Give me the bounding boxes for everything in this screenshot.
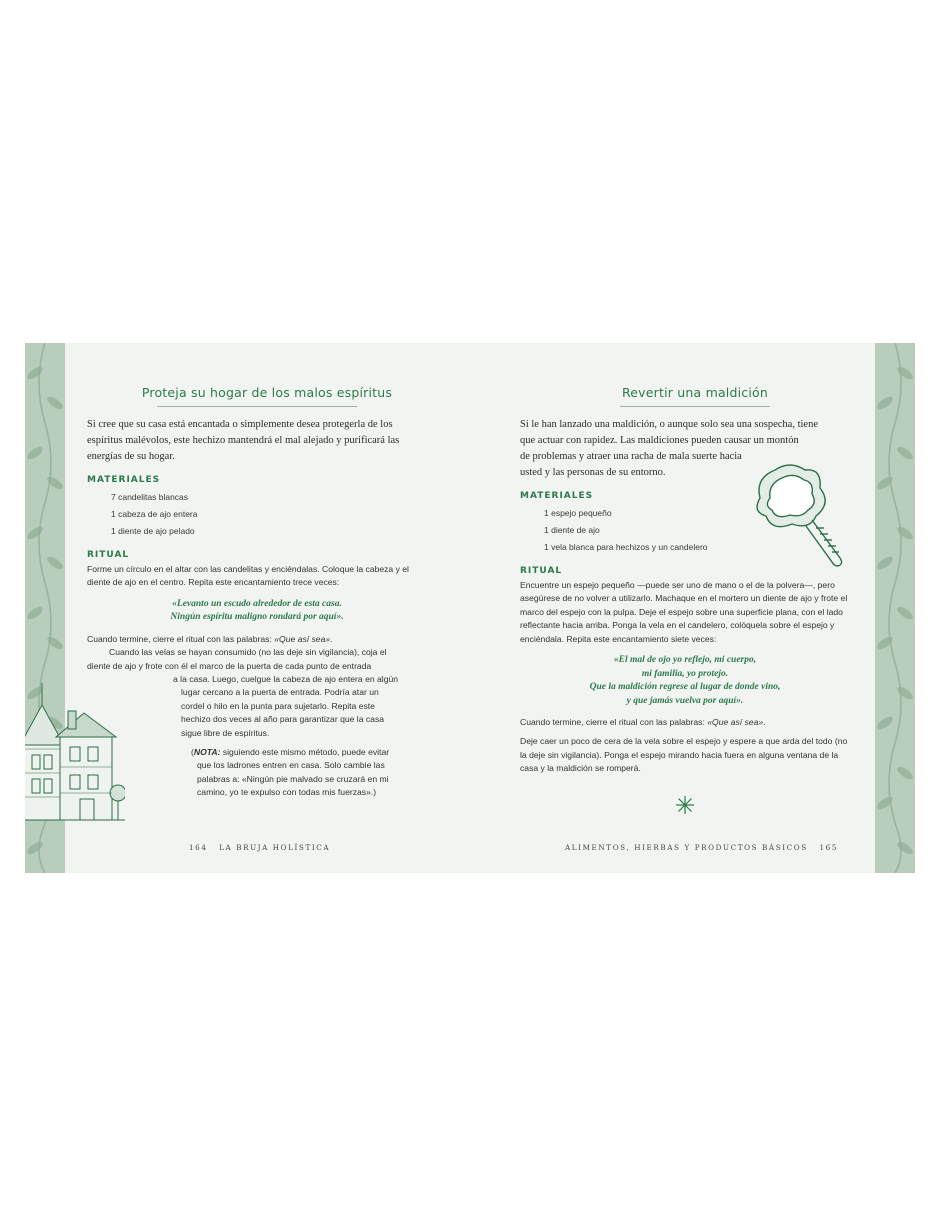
left-page-title: Proteja su hogar de los malos espíritus: [141, 385, 393, 400]
text-line: diente de ajo y frote con él el marco de la puerta de cada punto de entrada: [87, 660, 372, 671]
chant-line: «Levanto un escudo alrededor de esta casa.: [172, 598, 342, 609]
closing-suffix: .: [763, 717, 766, 728]
note-paren: (: [191, 747, 194, 758]
material-item: 1 cabeza de ajo entera: [111, 509, 198, 519]
materials-list: [111, 489, 427, 540]
book-spread: [25, 343, 915, 873]
right-page-title: Revertir una maldición: [621, 385, 769, 400]
closing-prefix: Cuando termine, cierre el ritual con las palabras:: [520, 717, 708, 728]
material-item: 1 diente de ajo: [544, 525, 600, 535]
chant: [520, 654, 850, 708]
materials-heading: MATERIALES: [520, 491, 594, 501]
material-item: 1 vela blanca para hechizos y un candelero: [544, 542, 708, 552]
chant: [87, 598, 427, 625]
ritual-heading: RITUAL: [520, 566, 563, 576]
note: [87, 746, 427, 800]
text-line: hechizo dos veces al año para garantizar que la casa: [181, 714, 385, 725]
closing-line: [87, 633, 427, 646]
hand-mirror-illustration: [750, 458, 850, 568]
closing-prefix: Cuando termine, cierre el ritual con las palabras:: [87, 633, 275, 644]
book-title: LA BRUJA HOLÍSTICA: [219, 843, 331, 852]
intro-line: Si le han lanzado una maldición, o aunque solo sea una sospecha, tiene: [520, 419, 818, 430]
materials-heading: MATERIALES: [87, 475, 161, 485]
text-line: cordel o hilo en la punta para sujetarlo. Repita este: [181, 700, 375, 711]
ritual-text: Encuentre un espejo pequeño —puede ser uno de mano o el de la polvera—, pero asegúrese de no volver a utilizarlo. Machaque en el mortero un diente de ajo y frote el marco del espejo con la pulpa. Deje el espejo sobre una superficie plana, con el lado reflectante hacia arriba. Ponga la vela en el candelero, colóquela sobre el espejo y enciéndala. Repita este encantamiento siete veces:: [520, 580, 848, 644]
title-divider: [620, 406, 770, 407]
title-divider: [157, 406, 357, 407]
note-line: palabras a: «Ningún pie malvado se cruzará en mi: [197, 773, 389, 784]
page-number: 165: [819, 843, 838, 852]
closing-words: «Que así sea»: [274, 633, 331, 644]
right-page: [520, 343, 850, 873]
page-number: 164: [189, 843, 208, 852]
text-line: sigue libre de espíritus.: [181, 727, 270, 738]
final-paragraph: Deje caer un poco de cera de la vela sobre el espejo y espere a que arda del todo (no la deje sin vigilancia). Ponga el espejo mirando hacia fuera en alguna ventana de la casa y la maldición se romperá.: [520, 736, 848, 774]
text-line: lugar cercano a la puerta de entrada. Podría atar un: [181, 687, 379, 698]
closing-suffix: .: [330, 633, 333, 644]
intro-line: usted y las personas de su entorno.: [520, 467, 666, 478]
note-label: NOTA:: [193, 747, 221, 758]
intro-line: de problemas y atraer una racha de mala suerte hacia: [520, 451, 742, 462]
chant-line: Ningún espíritu maligno rondará por aquí».: [170, 612, 344, 623]
ritual-heading: RITUAL: [87, 550, 130, 560]
left-folio: [189, 843, 330, 852]
text-line: a la casa. Luego, cuelgue la cabeza de ajo entera en algún: [173, 674, 399, 685]
star-ornament-icon: [675, 795, 695, 815]
left-intro: Si cree que su casa está encantada o simplemente desea protegerla de los espíritus malévolos, este hechizo mantendrá el mal alejado y purificará las energías de su hogar.: [87, 419, 400, 462]
house-illustration: [25, 675, 125, 830]
book-title: ALIMENTOS, HIERBAS Y PRODUCTOS BÁSICOS: [565, 843, 808, 852]
chant-line: mi familia, yo protejo.: [641, 668, 729, 679]
note-line: que los ladrones entren en casa. Solo cambie las: [197, 760, 385, 771]
material-item: 1 diente de ajo pelado: [111, 526, 195, 536]
intro-line: que actuar con rapidez. Las maldiciones pueden causar un montón: [520, 435, 799, 446]
text-line: Cuando las velas se hayan consumido (no las deje sin vigilancia), coja el: [109, 647, 387, 658]
ritual-text: Forme un círculo en el altar con las candelitas y enciéndalas. Coloque la cabeza y el diente de ajo en el centro. Repita este encantamiento trece veces:: [87, 564, 409, 588]
closing-line: [520, 716, 850, 729]
leaf-border-right: [875, 343, 915, 873]
chant-line: y que jamás vuelva por aquí».: [626, 695, 744, 706]
material-item: 1 espejo pequeño: [544, 508, 612, 518]
chant-line: «El mal de ojo yo reflejo, mi cuerpo,: [613, 655, 757, 666]
chant-line: Que la maldición regrese al lugar de donde vino,: [589, 682, 781, 693]
note-line: camino, yo te expulso con todas mis fuerzas».): [197, 787, 377, 798]
note-text: siguiendo este mismo método, puede evitar: [220, 747, 390, 758]
material-item: 7 candelitas blancas: [111, 492, 189, 502]
right-folio: [565, 843, 838, 852]
note-line: [87, 746, 427, 759]
paragraph-2: [87, 646, 427, 740]
left-page: [87, 343, 427, 873]
closing-words: «Que así sea»: [707, 717, 764, 728]
